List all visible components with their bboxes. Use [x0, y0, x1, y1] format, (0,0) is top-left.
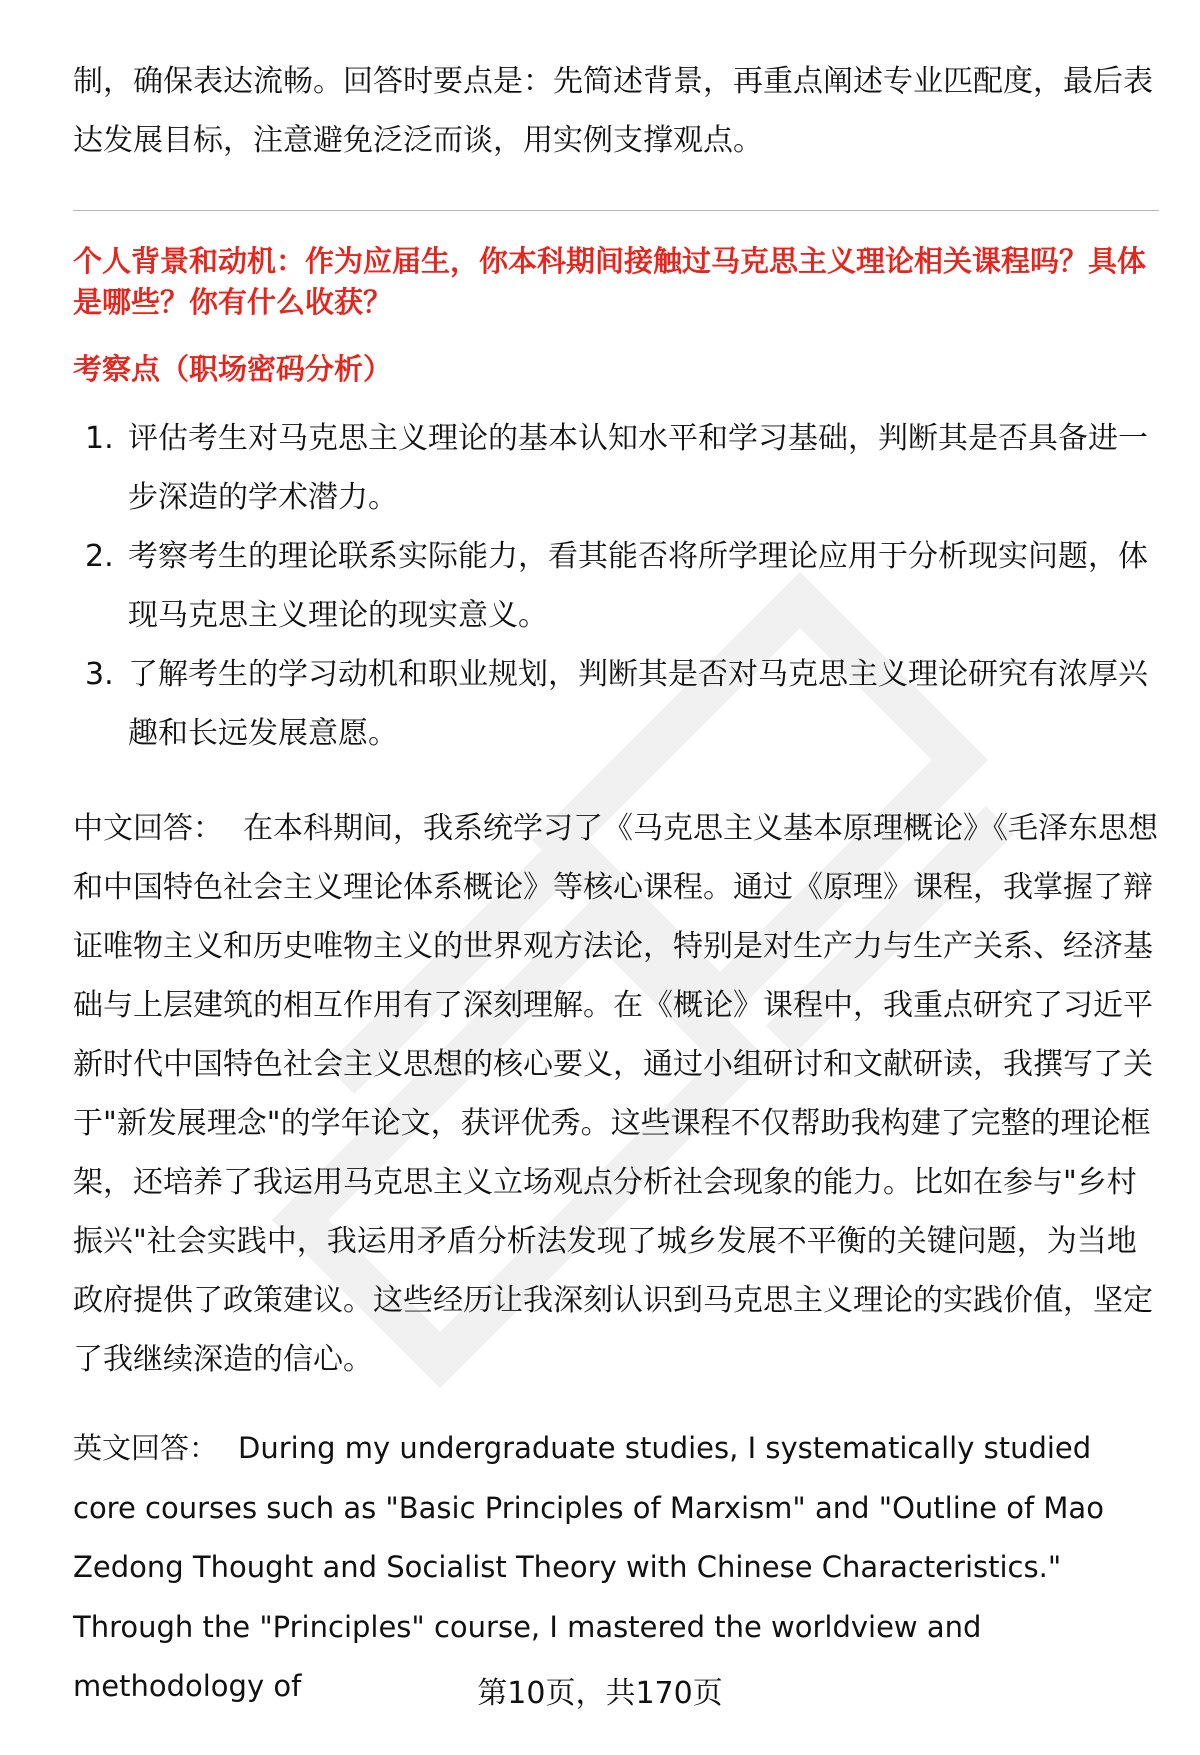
- list-item-number: 1.: [85, 421, 114, 456]
- intro-paragraph: 制，确保表达流畅。回答时要点是：先简述背景，再重点阐述专业匹配度，最后表达发展目标，注意避免泛泛而谈，用实例支撑观点。: [73, 64, 1153, 158]
- chinese-answer: [73, 799, 1159, 1389]
- list-item-text: 评估考生对马克思主义理论的基本认知水平和学习基础，判断其是否具备进一步深造的学术潜力。: [128, 421, 1148, 515]
- page-content: [73, 52, 1159, 1717]
- section-divider: [73, 210, 1159, 211]
- chinese-answer-text: 在本科期间，我系统学习了《马克思主义基本原理概论》《毛泽东思想和中国特色社会主义理论体系概论》等核心课程。通过《原理》课程，我掌握了辩证唯物主义和历史唯物主义的世界观方法论，特别是对生产力与生产关系、经济基础与上层建筑的相互作用有了深刻理解。在《概论》课程中，我重点研究了习近平新时代中国特色社会主义思想的核心要义，通过小组研讨和文献研读，我撰写了关于"新发展理念"的学年论文，获评优秀。这些课程不仅帮助我构建了完整的理论框架，还培养了我运用马克思主义立场观点分析社会现象的能力。比如在参与"乡村振兴"社会实践中，我运用矛盾分析法发现了城乡发展不平衡的关键问题，为当地政府提供了政策建议。这些经历让我深刻认识到马克思主义理论的实践价值，坚定了我继续深造的信心。: [73, 811, 1158, 1377]
- list-item: [73, 645, 1159, 763]
- list-item: [73, 409, 1159, 527]
- list-item-number: 3.: [85, 657, 114, 692]
- focus-title: 考察点（职场密码分析）: [73, 352, 393, 386]
- english-answer-label: 英文回答：: [73, 1431, 219, 1465]
- focus-list: [73, 409, 1159, 763]
- list-item-number: 2.: [85, 539, 114, 574]
- list-item-text: 了解考生的学习动机和职业规划，判断其是否对马克思主义理论研究有浓厚兴趣和长远发展意愿。: [128, 657, 1148, 751]
- chinese-answer-label: 中文回答：: [73, 811, 223, 846]
- list-item-text: 考察考生的理论联系实际能力，看其能否将所学理论应用于分析现实问题，体现马克思主义理论的现实意义。: [128, 539, 1148, 633]
- english-answer-text: During my undergraduate studies, I systematically studied core courses such as "Basic Principles of Marxism" and "Outline of Mao Zedong Thought and Socialist Theory with Chinese Characteristics." Through the "Principles" course, I mastered the worldview and methodology of: [73, 1431, 1104, 1703]
- list-item: [73, 527, 1159, 645]
- page-number: 第10页，共170页: [477, 1676, 723, 1711]
- question-heading: 个人背景和动机：作为应届生，你本科期间接触过马克思主义理论相关课程吗？具体是哪些？你有什么收获？: [73, 244, 1147, 319]
- english-answer: [73, 1419, 1159, 1717]
